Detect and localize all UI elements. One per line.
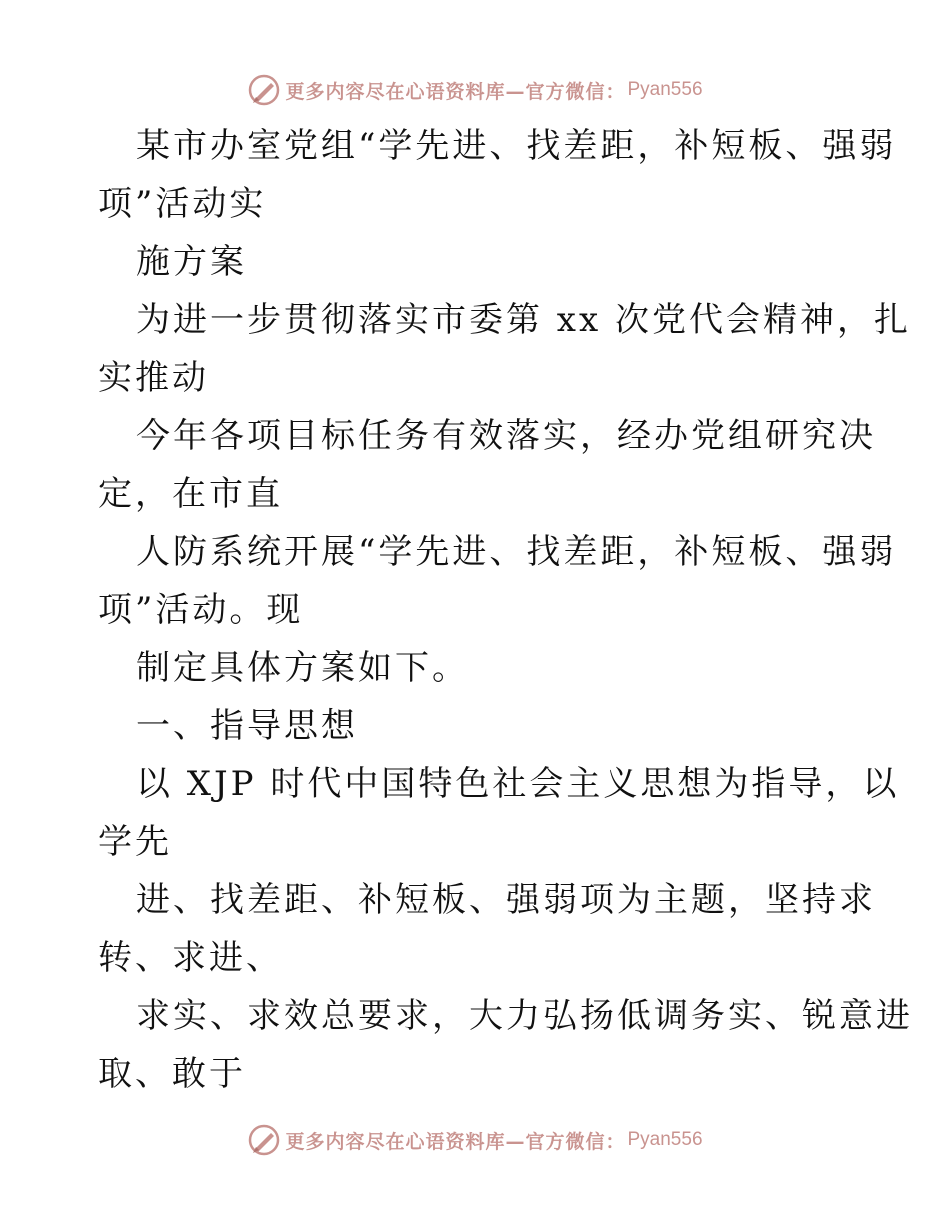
header-watermark bbox=[0, 70, 950, 110]
text-line: 取、敢于 bbox=[98, 1054, 246, 1094]
text-line: 进、找差距、补短板、强弱项为主题，坚持求 bbox=[136, 880, 876, 920]
watermark-text: 更多内容尽在心语资料库—官方微信： bbox=[285, 80, 626, 103]
text-line: 某市办室党组“学先进、找差距，补短板、强弱 bbox=[136, 126, 897, 166]
text-line: 施方案 bbox=[136, 242, 247, 282]
watermark-handle: Pyan556 bbox=[627, 1129, 703, 1150]
text-line: 转、求进、 bbox=[98, 938, 283, 978]
text-line: 项”活动实 bbox=[98, 184, 267, 224]
pen-logo-icon bbox=[247, 73, 281, 107]
text-line: 定，在市直 bbox=[98, 474, 283, 514]
text-line: 制定具体方案如下。 bbox=[136, 648, 469, 688]
watermark-handle: Pyan556 bbox=[627, 79, 703, 100]
footer-watermark bbox=[0, 1120, 950, 1160]
watermark-text: 更多内容尽在心语资料库—官方微信： bbox=[285, 1130, 626, 1153]
text-line: 人防系统开展“学先进、找差距，补短板、强弱 bbox=[136, 532, 897, 572]
text-line: 项”活动。现 bbox=[98, 590, 304, 630]
text-line: 求实、求效总要求，大力弘扬低调务实、锐意进 bbox=[136, 996, 913, 1036]
text-line: 学先 bbox=[98, 822, 172, 862]
pen-logo-icon bbox=[247, 1123, 281, 1157]
text-line: 实推动 bbox=[98, 358, 209, 398]
text-line: 今年各项目标任务有效落实，经办党组研究决 bbox=[136, 416, 876, 456]
section-heading: 一、指导思想 bbox=[136, 706, 358, 746]
text-line: 以 XJP 时代中国特色社会主义思想为指导，以 bbox=[136, 764, 900, 804]
text-line: 为进一步贯彻落实市委第 xx 次党代会精神，扎 bbox=[136, 300, 911, 340]
